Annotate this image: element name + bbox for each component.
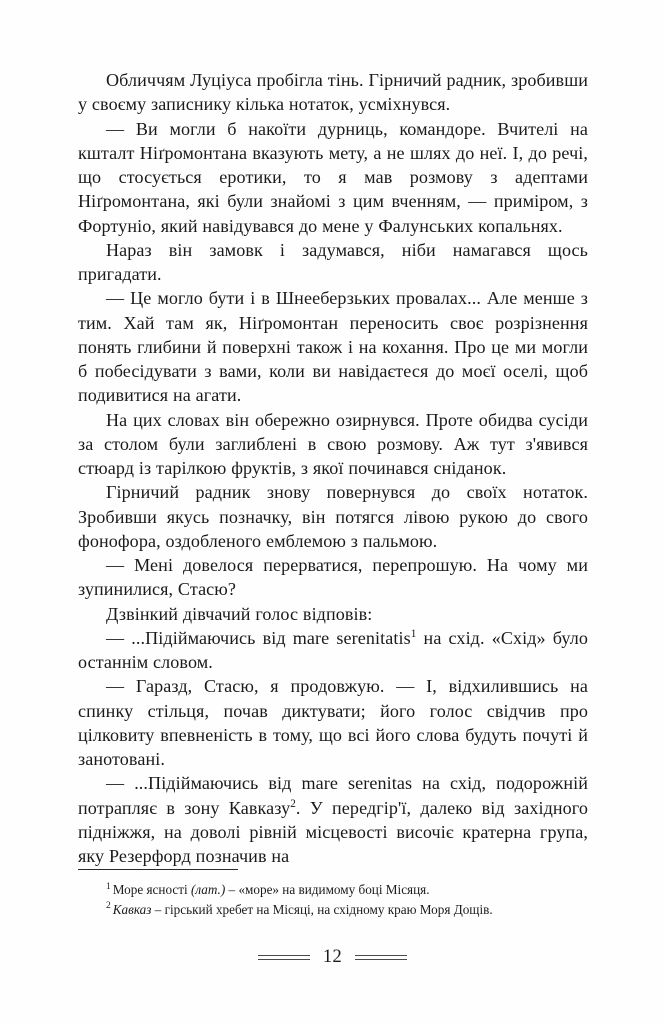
paragraph-11 <box>78 771 588 868</box>
paragraph-9-text-before: — ...Підіймаючись від <box>106 627 293 648</box>
paragraph-5: На цих словах він обережно озирнувся. Проте обидва сусіди за столом були заглиблені в свою розмову. Аж тут з'явився стюард із тарілкою фруктів, з якої починався сніданок. <box>78 409 588 478</box>
paragraph-8: Дзвінкий дівчачий голос відповів: <box>106 603 373 624</box>
footnote-1 <box>78 881 588 899</box>
paragraph-3: Нараз він замовк і задумався, ніби намагався щось пригадати. <box>78 239 588 284</box>
footnote-marker-2[interactable]: 2 <box>290 797 296 810</box>
paragraph-10: — Гаразд, Стасю, я продовжую. — І, відхилившись на спинку стільця, почав диктувати; його голос свідчив про цілковиту впевненість в тому, що всі його слова будуть почуті й занотовані. <box>78 676 588 769</box>
paragraph-9-text-after: на схід. «Схід» було останнім словом. <box>78 627 588 672</box>
footnote-2-rest: – гірський хребет на Місяці, на східному краю Моря Дощів. <box>151 901 493 917</box>
paragraph-11-text-before: — ...Підіймаючись від <box>106 773 302 794</box>
footnote-1-number: 1 <box>106 881 111 892</box>
paragraph-11-text-middle: на схід, подорожній потрапляє в зону Кавказу <box>78 773 589 818</box>
page-folio <box>0 948 665 967</box>
footnote-marker-1[interactable]: 1 <box>410 627 417 640</box>
footnote-separator-rule <box>78 869 238 870</box>
footnote-2-italic: Кавказ <box>112 901 152 917</box>
paragraph-2: — Ви могли б накоїти дурниць, командоре. Вчителі на кшталт Ніґромонтана вказують мету, а не шлях до неї. І, до речі, що стосується еротики, то я мав розмову з адептами Ніґромонтана, які були знайомі з цим вченням, — приміром, з Фортуніо, який навідувався до мене у Фалунських копальнях. <box>78 118 588 236</box>
footnote-1-italic: (лат.) <box>190 882 226 897</box>
body-text-block <box>78 68 588 868</box>
footnotes-section <box>78 869 588 920</box>
footnote-2-number: 2 <box>106 901 111 912</box>
footnote-2 <box>78 901 588 919</box>
folio-ornament-right <box>355 955 407 960</box>
latin-term-mare-serenitas: mare serenitas <box>301 773 413 794</box>
latin-term-mare-serenitatis: mare serenitatis <box>292 627 411 648</box>
footnote-1-lead: Море ясності <box>112 882 191 897</box>
page-number: 12 <box>322 947 343 967</box>
paragraph-9 <box>78 626 588 675</box>
paragraph-4: — Це могло бути і в Шнееберзьких провалах... Але менше з тим. Хай там як, Ніґромонтан переносить своє розрізнення понять глибини й поверхні також і на кохання. Про це ми могли б побесідувати з вами, коли ви навідаєтеся до моєї оселі, щоб подивитися на агати. <box>78 288 588 406</box>
folio-ornament-left <box>258 955 310 960</box>
paragraph-11-text-after: . У передгір'ї, далеко від західного підніжжя, на доволі рівній місцевості височіє кратерна група, яку Резерфорд позначив на <box>78 797 588 866</box>
paragraph-6: Гірничий радник знову повернувся до своїх нотаток. Зробивши якусь позначку, він потягся лівою рукою до свого фонофора, оздобленого емблемою з пальмою. <box>78 482 588 551</box>
paragraph-1: Обличчям Луціуса пробігла тінь. Гірничий радник, зробивши у своєму записнику кілька нотаток, усміхнувся. <box>78 70 588 115</box>
footnote-1-rest: – «море» на видимому боці Місяця. <box>225 882 430 897</box>
paragraph-7: — Мені довелося перерватися, перепрошую. На чому ми зупинилися, Стасю? <box>78 555 588 600</box>
